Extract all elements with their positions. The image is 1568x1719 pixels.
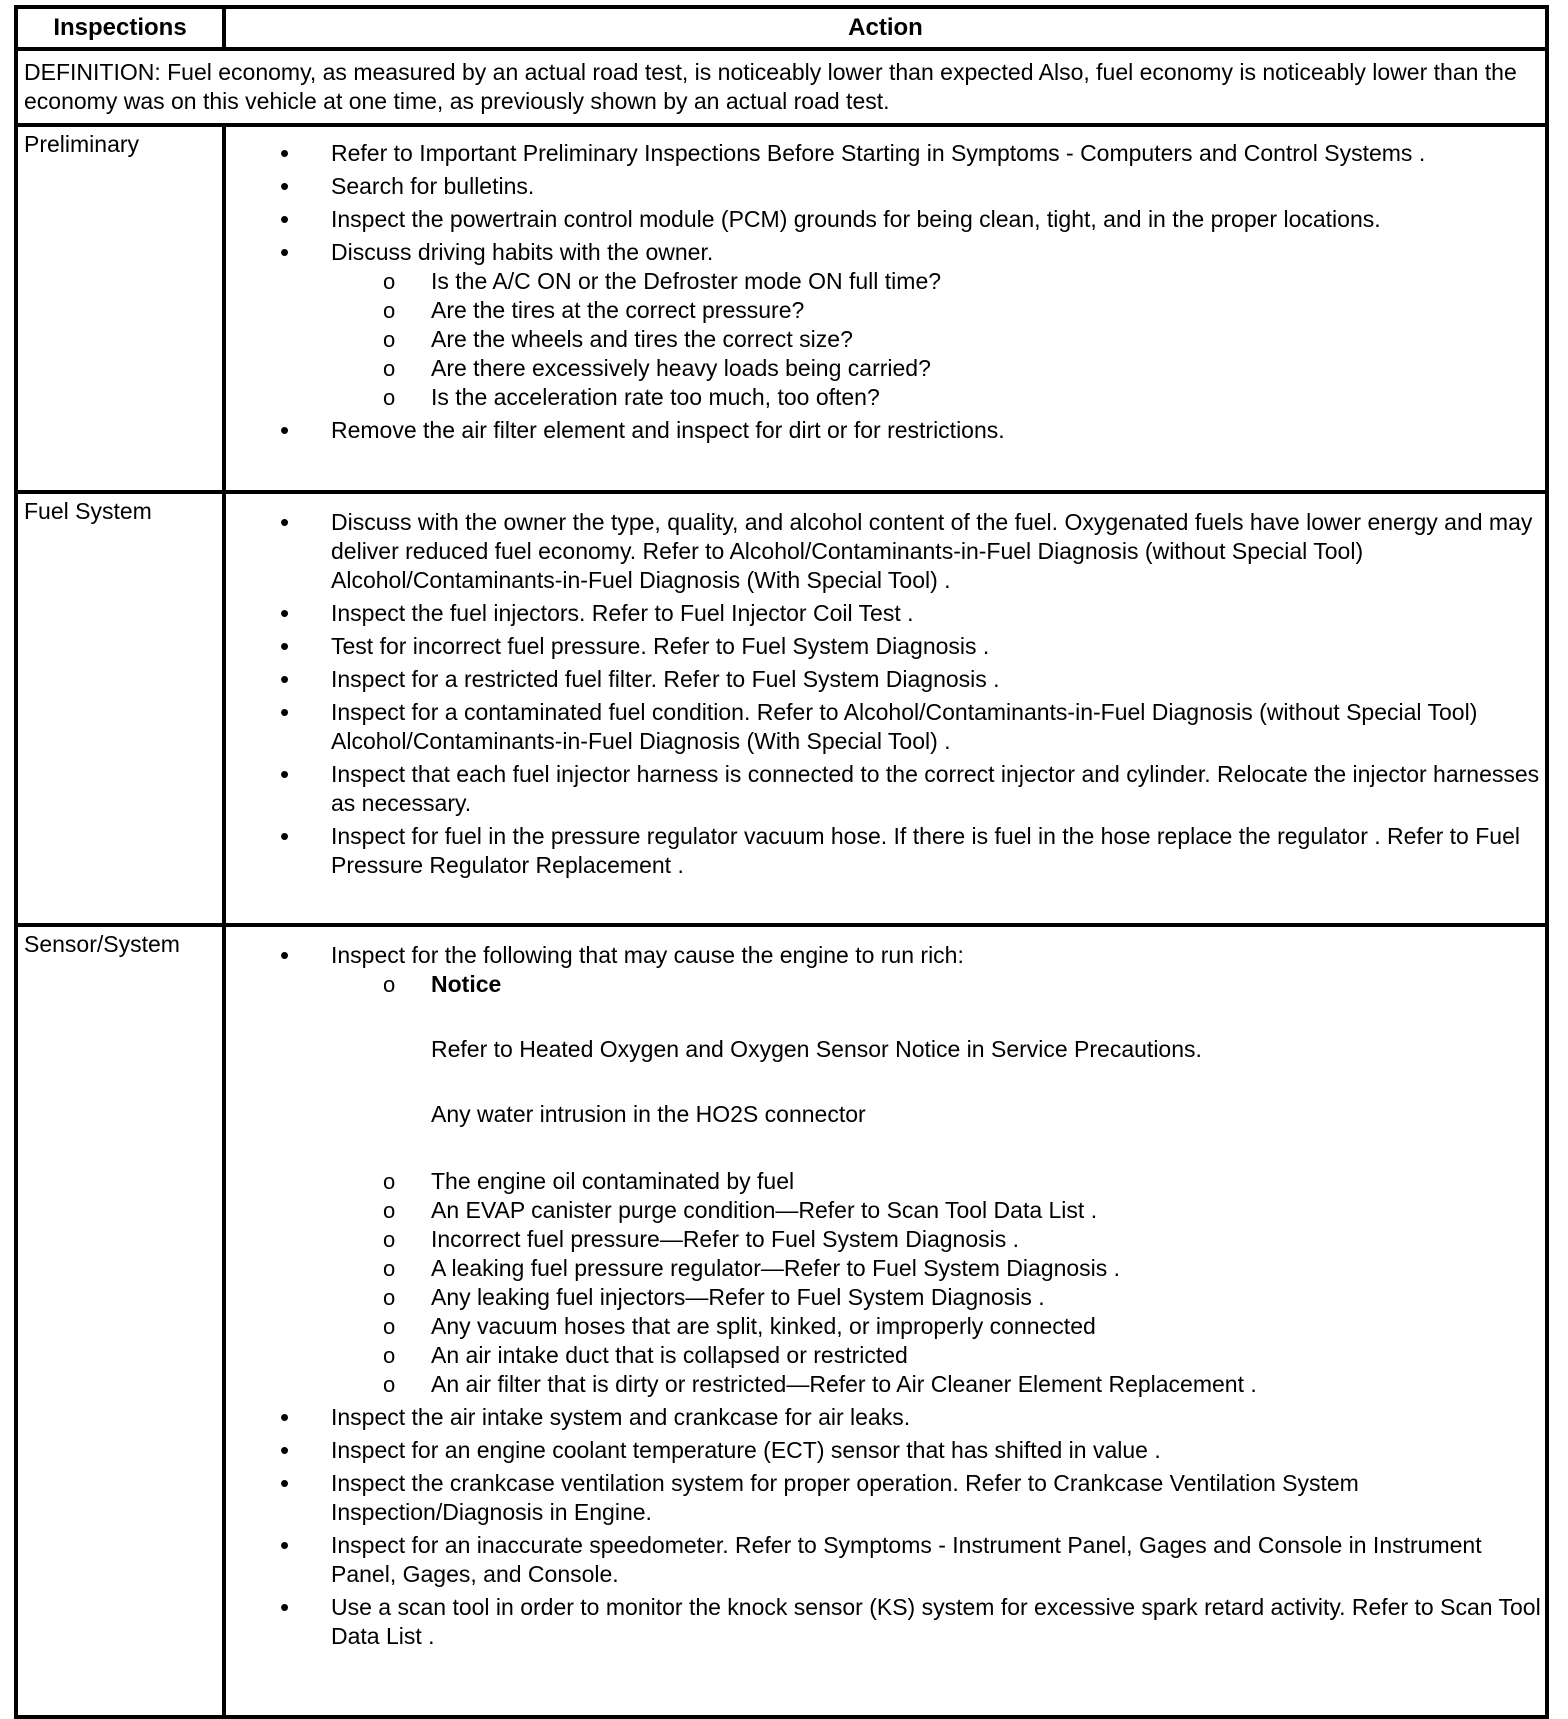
preliminary-actions — [226, 127, 1545, 490]
list-item-text: Inspect for the following that may cause the engine to run rich: — [331, 942, 964, 968]
list-item: • Discuss with the owner the type, quality, and alcohol content of the fuel. Oxygenated fuels have lower energy and may deliver reduced fuel economy. Refer to Alcohol/Contaminants-in-Fuel Diagnosis (without Special Tool) Alcohol/Contaminants-in-Fuel Diagnosis (With Special Tool) . — [226, 508, 1545, 595]
list-item: • Search for bulletins. — [226, 172, 1545, 201]
list-item — [226, 238, 1545, 412]
sub-list-item: o An EVAP canister purge condition—Refer to Scan Tool Data List . — [331, 1196, 1545, 1225]
sub-list-item: o An air filter that is dirty or restricted—Refer to Air Cleaner Element Replacement . — [331, 1370, 1545, 1399]
list-item: • Inspect for fuel in the pressure regulator vacuum hose. If there is fuel in the hose replace the regulator . Refer to Fuel Pressure Regulator Replacement . — [226, 822, 1545, 880]
sub-list-item: o The engine oil contaminated by fuel — [331, 1167, 1545, 1196]
notice-item — [331, 970, 1545, 1129]
list-item-text: Discuss driving habits with the owner. — [331, 239, 714, 265]
list-item: • Inspect the air intake system and crankcase for air leaks. — [226, 1403, 1545, 1432]
sub-list-item: o Are there excessively heavy loads being carried? — [331, 354, 1545, 383]
sub-list-item: o Is the A/C ON or the Defroster mode ON full time? — [331, 267, 1545, 296]
fuel-system-row — [18, 494, 1545, 927]
list-item: • Test for incorrect fuel pressure. Refer to Fuel System Diagnosis . — [226, 632, 1545, 661]
definition-text: DEFINITION: Fuel economy, as measured by an actual road test, is noticeably lower than expected Also, fuel economy is noticeably lower than the economy was on this vehicle at one time, as previously shown by an actual road test. — [24, 59, 1517, 114]
fuel-system-label: Fuel System — [18, 494, 226, 923]
preliminary-row — [18, 127, 1545, 494]
list-item: • Inspect for a restricted fuel filter. Refer to Fuel System Diagnosis . — [226, 665, 1545, 694]
notice-title: o Notice — [431, 971, 502, 997]
sub-list-item: o Are the tires at the correct pressure? — [331, 296, 1545, 325]
sub-list-item: o Incorrect fuel pressure—Refer to Fuel System Diagnosis . — [331, 1225, 1545, 1254]
sub-list-item: o Is the acceleration rate too much, too often? — [331, 383, 1545, 412]
header-inspections: Inspections — [18, 9, 226, 47]
sub-list — [331, 970, 1545, 1399]
fuel-system-actions — [226, 494, 1545, 923]
header-action: Action — [848, 14, 923, 41]
sub-list — [331, 267, 1545, 412]
list-item: • Inspect the fuel injectors. Refer to Fuel Injector Coil Test . — [226, 599, 1545, 628]
list-item: • Inspect for a contaminated fuel condition. Refer to Alcohol/Contaminants-in-Fuel Diagnosis (without Special Tool) Alcohol/Contaminants-in-Fuel Diagnosis (With Special Tool) . — [226, 698, 1545, 756]
sensor-system-actions — [226, 927, 1545, 1715]
sub-list-item: o Are the wheels and tires the correct size? — [331, 325, 1545, 354]
list-item: • Inspect for an inaccurate speedometer. Refer to Symptoms - Instrument Panel, Gages and Console in Instrument Panel, Gages, and Console. — [226, 1531, 1545, 1589]
sub-list-item: o Any leaking fuel injectors—Refer to Fuel System Diagnosis . — [331, 1283, 1545, 1312]
list-item: • Remove the air filter element and inspect for dirt or for restrictions. — [226, 416, 1545, 445]
definition-row — [18, 51, 1545, 127]
preliminary-label: Preliminary — [18, 127, 226, 490]
list-item — [226, 941, 1545, 1399]
list-item: • Refer to Important Preliminary Inspections Before Starting in Symptoms - Computers and Control Systems . — [226, 139, 1545, 168]
notice-text: Refer to Heated Oxygen and Oxygen Sensor Notice in Service Precautions. — [431, 1036, 1202, 1062]
sub-list-item: o An air intake duct that is collapsed or restricted — [331, 1341, 1545, 1370]
list-item: • Inspect the crankcase ventilation system for proper operation. Refer to Crankcase Ventilation System Inspection/Diagnosis in Engine. — [226, 1469, 1545, 1527]
list-item: • Inspect for an engine coolant temperature (ECT) sensor that has shifted in value . — [226, 1436, 1545, 1465]
notice-text: Any water intrusion in the HO2S connector — [431, 1101, 866, 1127]
sub-list-item: o Any vacuum hoses that are split, kinked, or improperly connected — [331, 1312, 1545, 1341]
list-item: • Use a scan tool in order to monitor the knock sensor (KS) system for excessive spark retard activity. Refer to Scan Tool Data List . — [226, 1593, 1545, 1651]
list-item: • Inspect that each fuel injector harness is connected to the correct injector and cylinder. Relocate the injector harnesses as necessary. — [226, 760, 1545, 818]
list-item: • Inspect the powertrain control module (PCM) grounds for being clean, tight, and in the proper locations. — [226, 205, 1545, 234]
diagnostic-table — [14, 5, 1549, 1719]
table-header-row — [18, 9, 1545, 51]
sub-list-item: o A leaking fuel pressure regulator—Refer to Fuel System Diagnosis . — [331, 1254, 1545, 1283]
sensor-system-row — [18, 927, 1545, 1715]
sensor-system-label: Sensor/System — [18, 927, 226, 1715]
